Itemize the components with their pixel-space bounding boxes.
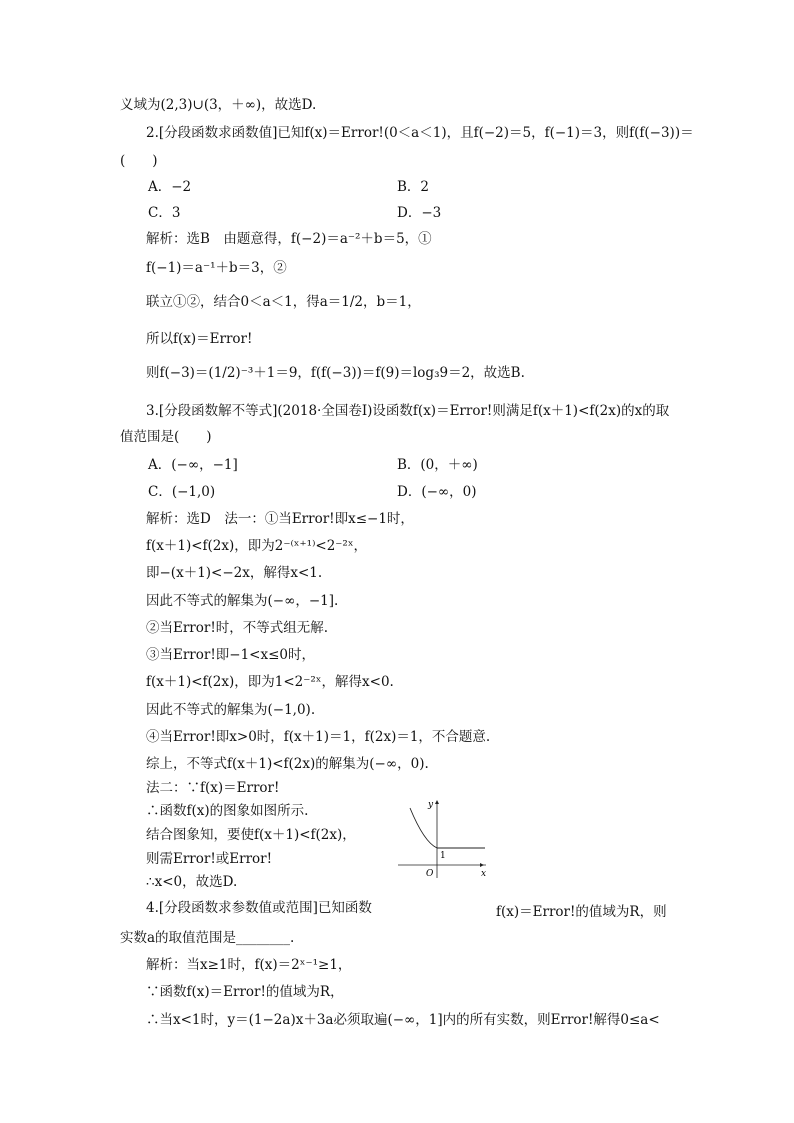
option-d: D．(−∞，0)	[397, 484, 477, 500]
solution-line: ∴当x<1时，y＝(1−2a)x＋3a必须取遍(−∞，1]内的所有实数，则Error!解得0≤a<	[146, 1012, 660, 1028]
solution-line: f(x＋1)<f(2x)，即为2⁻⁽ˣ⁺¹⁾<2⁻²ˣ，	[146, 538, 368, 554]
solution-line: ③当Error!即−1<x≤0时，	[146, 647, 315, 663]
solution-line: 因此不等式的解集为(−1,0).	[146, 702, 316, 718]
solution-line: ②当Error!时，不等式组无解.	[146, 620, 329, 636]
solution-line: 结合图象知，要使f(x＋1)<f(2x)，	[146, 827, 356, 843]
solution-line: ∵函数f(x)＝Error!的值域为R，	[146, 984, 344, 1000]
solution-line: 所以f(x)＝Error!	[146, 331, 253, 347]
x-axis-arrow	[480, 863, 484, 867]
option-a: A．(−∞，−1]	[148, 457, 238, 473]
question-4-stem-right: f(x)＝Error!的值域为R，则	[496, 904, 667, 920]
question-2-stem: 2.[分段函数求函数值]已知f(x)＝Error!(0＜a＜1)，且f(−2)＝5，f(−1)＝3，则f(f(−3))＝	[146, 125, 694, 141]
solution-line: ④当Error!即x>0时，f(x＋1)＝1，f(2x)＝1，不合题意.	[146, 729, 491, 745]
solution-line: ∴x<0，故选D.	[146, 874, 238, 890]
option-c: C．3	[148, 205, 181, 221]
solution-line: 因此不等式的解集为(−∞，−1].	[146, 593, 339, 609]
origin-label: O	[426, 869, 434, 879]
question-4-stem: 4.[分段函数求参数值或范围]已知函数	[146, 900, 372, 916]
question-4-stem-cont: 实数a的取值范围是________.	[120, 930, 295, 946]
solution-line: ∴函数f(x)的图象如图所示.	[146, 803, 309, 819]
solution-line: 则f(−3)＝(1/2)⁻³＋1＝9，f(f(−3))＝f(9)＝log₃9＝2，故选B.	[146, 365, 525, 381]
question-3-stem: 3.[分段函数解不等式](2018·全国卷Ⅰ)设函数f(x)＝Error!则满足f(x＋1)<f(2x)的x的取	[146, 403, 670, 419]
solution-line: 解析：选B 由题意得，f(−2)＝a⁻²＋b＝5，①	[146, 231, 432, 247]
solution-line: f(x＋1)<f(2x)，即为1<2⁻²ˣ，解得x<0.	[146, 674, 394, 690]
curve-left	[410, 808, 437, 848]
answer-blank: ( )	[120, 153, 158, 169]
solution-line: 联立①②，结合0＜a＜1，得a＝1/2，b＝1，	[146, 294, 421, 310]
option-d: D．−3	[397, 205, 442, 221]
option-c: C．(−1,0)	[148, 484, 216, 500]
solution-line: 综上，不等式f(x＋1)<f(2x)的解集为(−∞，0).	[146, 756, 429, 772]
solution-line: 法二：∵f(x)＝Error!	[146, 780, 280, 796]
option-b: B．(0，＋∞)	[397, 457, 478, 473]
solution-line: 解析：当x≥1时，f(x)＝2ˣ⁻¹≥1，	[146, 957, 352, 973]
option-b: B．2	[397, 179, 430, 195]
value-one-label: 1	[440, 851, 446, 861]
function-graph	[396, 798, 490, 880]
x-axis-label: x	[481, 869, 487, 879]
y-axis-arrow	[435, 800, 439, 804]
solution-line: 则需Error!或Error!	[146, 851, 273, 867]
question-3-stem-cont: 值范围是( )	[120, 429, 212, 445]
solution-line: f(−1)＝a⁻¹＋b＝3，②	[146, 260, 287, 276]
option-a: A．−2	[148, 179, 192, 195]
text-line: 义域为(2,3)∪(3，＋∞)，故选D.	[120, 97, 317, 113]
solution-line: 解析：选D 法一：①当Error!即x≤−1时，	[146, 511, 414, 527]
solution-line: 即−(x＋1)<−2x，解得x<1.	[146, 565, 323, 581]
y-axis-label: y	[428, 800, 434, 810]
